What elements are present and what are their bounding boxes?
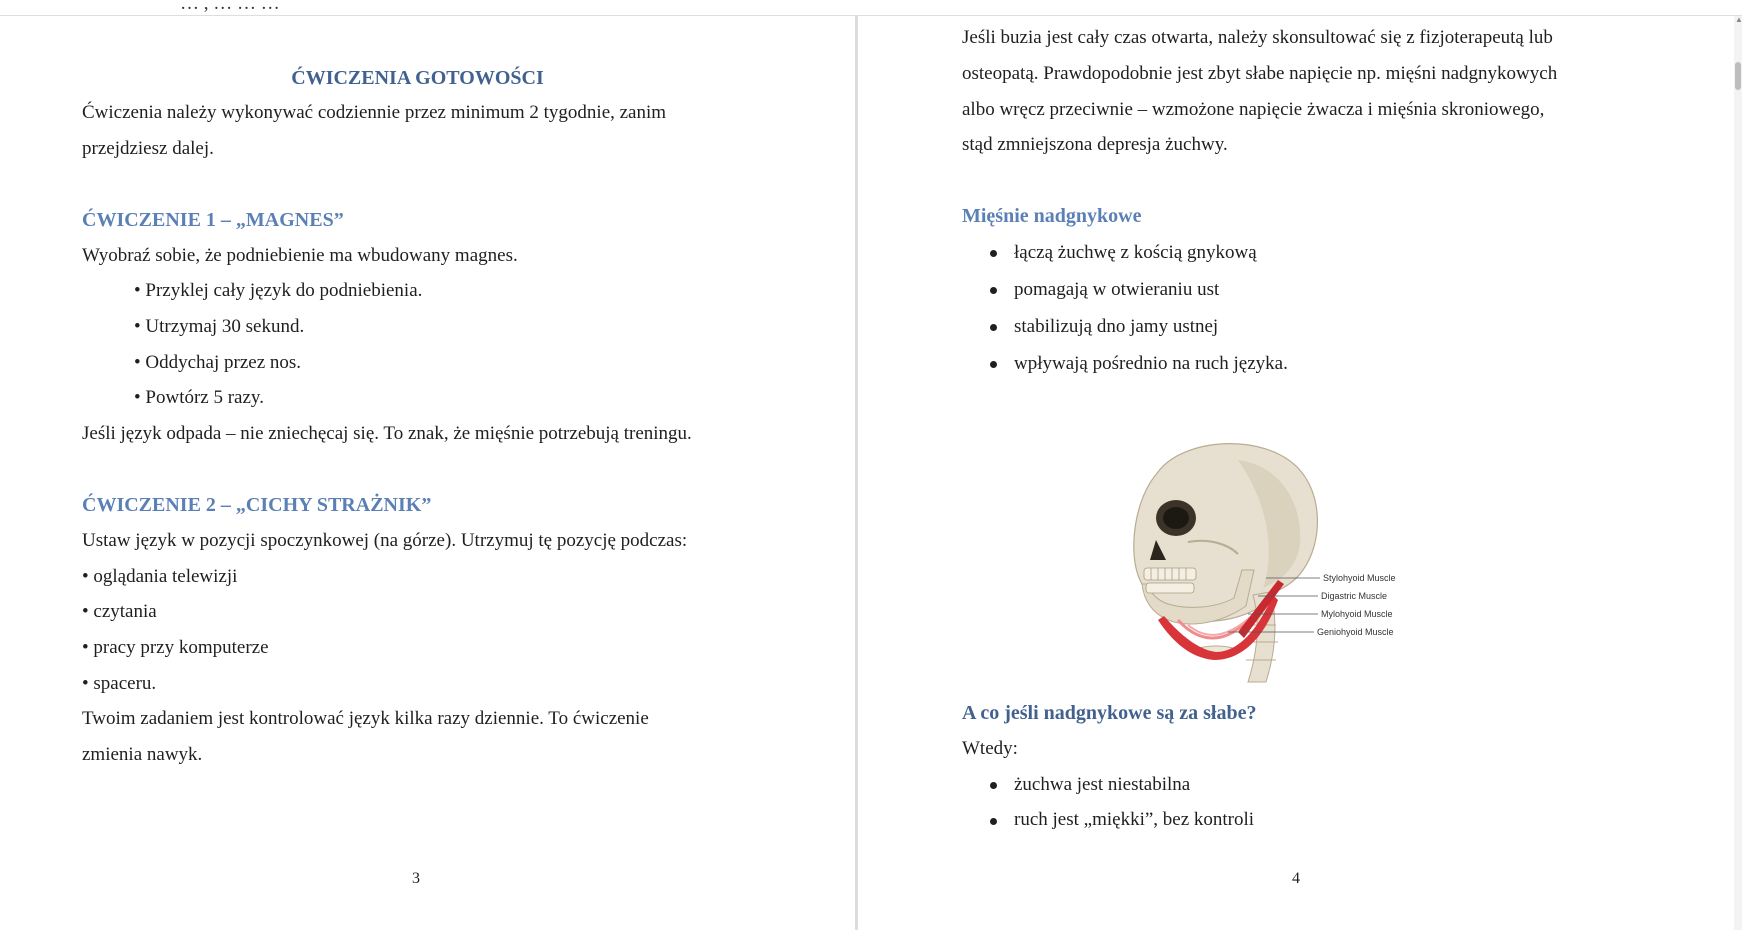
exercise-1-note: Jeśli język odpada – nie zniechęcaj się. To znak, że mięśnie potrzebują treningu. [82, 423, 692, 444]
bullet-dot [990, 250, 997, 257]
exercise-1-step: • Powtórz 5 razy. [134, 387, 264, 408]
weak-suprahyoid-bullet: ruch jest „miękki”, bez kontroli [1014, 809, 1255, 830]
exercise-2-item: • spaceru. [82, 673, 157, 694]
exercise-1-heading: ĆWICZENIE 1 – „MAGNES” [82, 209, 344, 231]
weak-suprahyoid-intro: Wtedy: [962, 738, 1018, 759]
suprahyoid-heading: Mięśnie nadgnykowe [962, 205, 1142, 227]
right-intro-line-4: stąd zmniejszona depresja żuchwy. [962, 134, 1228, 155]
exercise-2-intro: Ustaw język w pozycji spoczynkowej (na górze). Utrzymuj tę pozycję podczas: [82, 530, 688, 551]
weak-suprahyoid-bullet: żuchwa jest niestabilna [1014, 774, 1191, 795]
figure-label-geniohyoid: Geniohyoid Muscle [1317, 627, 1394, 637]
skull-muscles-figure [1088, 420, 1444, 688]
suprahyoid-bullet: wpływają pośrednio na ruch języka. [1014, 353, 1288, 374]
exercise-1-step: • Przyklej cały język do podniebienia. [134, 280, 423, 301]
exercise-1-step: • Utrzymaj 30 sekund. [134, 316, 305, 337]
exercise-1-intro: Wyobraź sobie, że podniebienie ma wbudowany magnes. [82, 245, 518, 266]
figure-label-mylohyoid: Mylohyoid Muscle [1321, 609, 1393, 619]
exercise-2-item: • oglądania telewizji [82, 566, 238, 587]
bullet-dot [990, 361, 997, 368]
exercise-2-note-line-2: zmienia nawyk. [82, 744, 203, 765]
right-intro-line-3: albo wręcz przeciwnie – wzmożone napięcie żwacza i mięśnia skroniowego, [962, 99, 1545, 120]
weak-suprahyoid-heading: A co jeśli nadgnykowe są za słabe? [962, 702, 1257, 724]
triangle-up-icon[interactable]: ▲ [1735, 15, 1743, 24]
partial-top-line: … , … … … [180, 0, 280, 14]
page-number-right: 4 [1292, 870, 1300, 887]
figure-label-stylohyoid: Stylohyoid Muscle [1323, 573, 1396, 583]
exercise-2-heading: ĆWICZENIE 2 – „CICHY STRAŻNIK” [82, 494, 432, 516]
exercise-2-item: • pracy przy komputerze [82, 637, 269, 658]
intro-line-2: przejdziesz dalej. [82, 138, 214, 159]
suprahyoid-bullet: stabilizują dno jamy ustnej [1014, 316, 1219, 337]
bullet-dot [990, 324, 997, 331]
suprahyoid-bullet: łączą żuchwę z kością gnykową [1014, 242, 1257, 263]
exercise-1-step: • Oddychaj przez nos. [134, 352, 302, 373]
right-intro-line-1: Jeśli buzia jest cały czas otwarta, należy skonsultować się z fizjoterapeutą lub [962, 27, 1553, 48]
skull-illustration [1088, 420, 1444, 688]
page-number-left: 3 [412, 870, 420, 887]
bullet-dot [990, 782, 997, 789]
bullet-dot [990, 287, 997, 294]
right-intro-line-2: osteopatą. Prawdopodobnie jest zbyt słabe napięcie np. mięśni nadgnykowych [962, 63, 1558, 84]
exercise-2-note-line-1: Twoim zadaniem jest kontrolować język kilka razy dziennie. To ćwiczenie [82, 708, 649, 729]
scrollbar-thumb[interactable] [1735, 62, 1741, 90]
intro-line-1: Ćwiczenia należy wykonywać codziennie przez minimum 2 tygodnie, zanim [82, 102, 667, 123]
bullet-dot [990, 818, 997, 825]
exercise-2-item: • czytania [82, 601, 157, 622]
figure-label-digastric: Digastric Muscle [1321, 591, 1388, 601]
vertical-scrollbar[interactable] [1734, 16, 1742, 930]
section-title: ĆWICZENIA GOTOWOŚCI [291, 67, 544, 89]
suprahyoid-bullet: pomagają w otwieraniu ust [1014, 279, 1220, 300]
